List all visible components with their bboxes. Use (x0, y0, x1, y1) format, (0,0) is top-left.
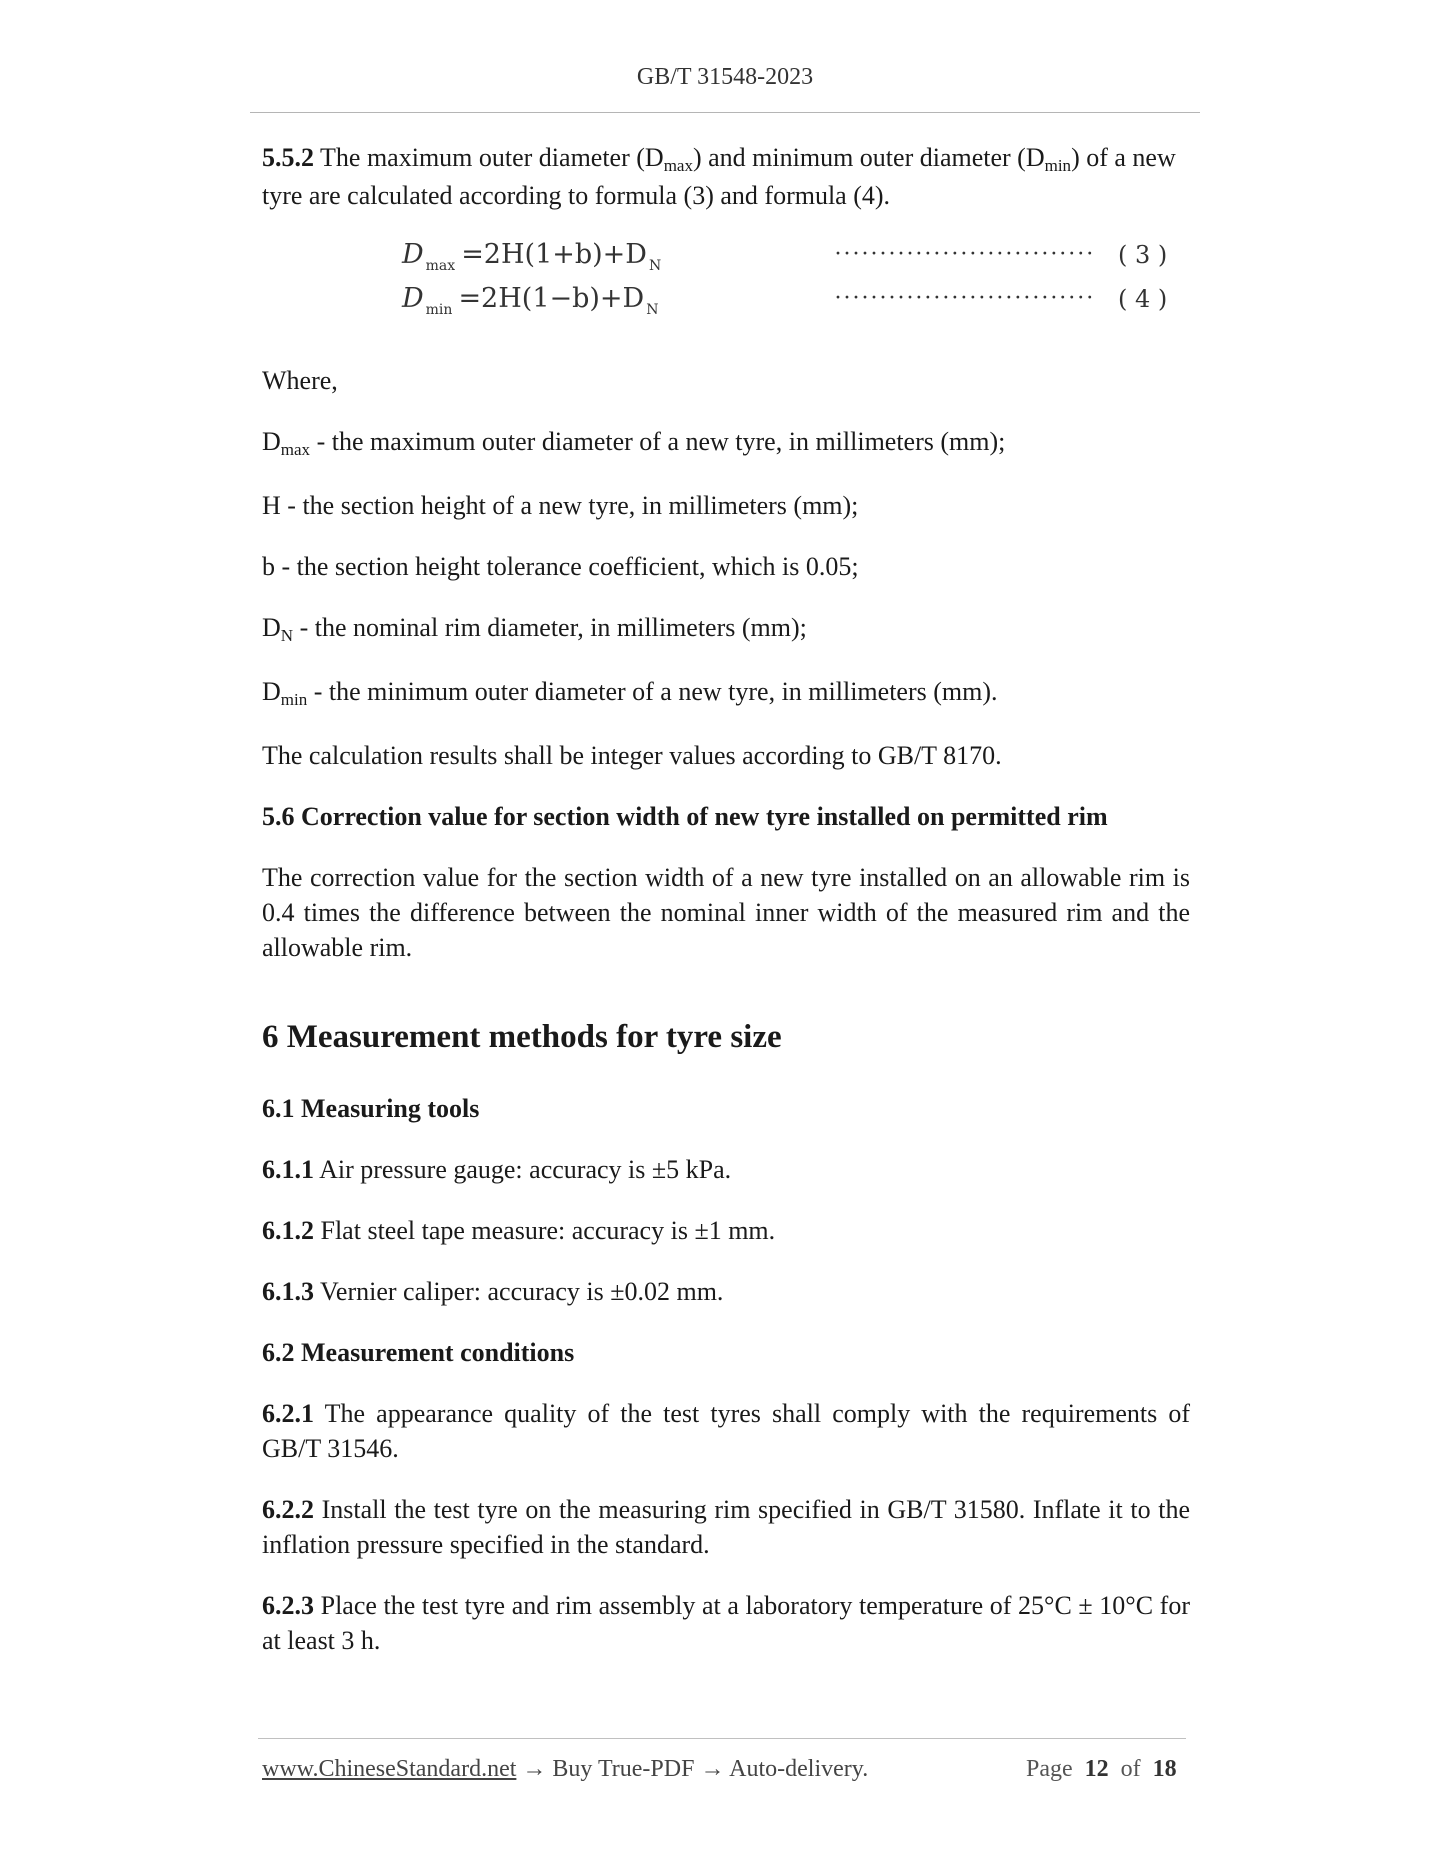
def-text: - the maximum outer diameter of a new tyre, in millimeters (mm); (310, 427, 1006, 456)
clause-text: Air pressure gauge: accuracy is ±5 kPa. (314, 1155, 732, 1184)
clause-6-2-3 (262, 1588, 1190, 1658)
formula-subscript: min (425, 302, 453, 318)
clause-6-1-1 (262, 1152, 1190, 1187)
clause-6-2-1 (262, 1396, 1190, 1466)
subscript: max (663, 156, 693, 175)
formula-block (262, 239, 1190, 335)
clause-6-1-2 (262, 1213, 1190, 1248)
clause-5-5-2 (262, 140, 1190, 213)
clause-6-2-2 (262, 1492, 1190, 1562)
clause-number: 6.2.3 (262, 1591, 314, 1620)
subscript: min (280, 690, 308, 709)
page-number (1026, 1756, 1177, 1783)
page-content (262, 140, 1190, 1658)
clause-text: The appearance quality of the test tyres shall comply with the requirements of GB/T 31546. (262, 1399, 1190, 1463)
section-6-2-heading: 6.2 Measurement conditions (262, 1338, 575, 1367)
buy-pdf-text: Buy True-PDF (552, 1756, 695, 1782)
formula-subscript: N (648, 258, 662, 274)
header-divider (250, 112, 1200, 113)
arrow-icon: → (694, 1756, 730, 1782)
clause-text: Flat steel tape measure: accuracy is ±1 mm. (314, 1216, 776, 1245)
footer-promo (262, 1756, 868, 1783)
formula-subscript: N (646, 302, 659, 318)
def-symbol: H (262, 491, 281, 520)
definition-b (262, 549, 1190, 584)
clause-number: 6.1.2 (262, 1216, 314, 1245)
clause-text: The maximum outer diameter (D (314, 143, 664, 172)
def-symbol: D (262, 677, 281, 706)
calculation-note: The calculation results shall be integer values according to GB/T 8170. (262, 741, 1002, 770)
def-text: - the section height tolerance coefficient, which is 0.05; (275, 552, 859, 581)
auto-delivery-text: Auto-delivery. (729, 1756, 869, 1782)
section-6-1-heading: 6.1 Measuring tools (262, 1094, 480, 1123)
formula-expression (402, 283, 664, 318)
formula-4 (262, 283, 1190, 323)
formula-subscript: max (425, 258, 456, 274)
formula-number: ( 4 ) (1118, 285, 1168, 313)
clause-text: ) and minimum outer diameter (D (692, 143, 1045, 172)
formula-rhs: =2H(1+b)+D (461, 239, 647, 270)
footer-divider (258, 1738, 1186, 1739)
of-label: of (1120, 1756, 1141, 1782)
def-symbol: b (262, 552, 275, 581)
def-text: - the minimum outer diameter of a new tyre, in millimeters (mm). (307, 677, 998, 706)
def-symbol: D (262, 613, 281, 642)
definition-dn (262, 610, 1190, 648)
section-6-heading: 6 Measurement methods for tyre size (262, 1019, 782, 1055)
formula-expression (402, 239, 667, 274)
clause-text: Install the test tyre on the measuring rim specified in GB/T 31580. Inflate it to the inflation pressure specified in the standard. (262, 1495, 1190, 1559)
clause-number: 6.2.1 (262, 1399, 314, 1428)
clause-number: 6.1.1 (262, 1155, 314, 1184)
formula-number: ( 3 ) (1118, 241, 1168, 269)
leader-dots: ····························· (834, 285, 1095, 311)
formula-symbol: D (402, 283, 424, 314)
subscript: min (1044, 156, 1072, 175)
clause-number: 6.2.2 (262, 1495, 314, 1524)
section-5-6-heading: 5.6 Correction value for section width of new tyre installed on permitted rim (262, 802, 1108, 831)
running-header: GB/T 31548-2023 (636, 64, 814, 90)
formula-rhs: =2H(1−b)+D (458, 283, 645, 314)
definition-dmax (262, 424, 1190, 462)
clause-text: ) of a new tyre are calculated according to formula (3) and formula (4). (262, 143, 1176, 210)
site-link[interactable]: www.ChineseStandard.net (262, 1756, 517, 1782)
clause-6-1-3 (262, 1274, 1190, 1309)
def-text: - the section height of a new tyre, in millimeters (mm); (280, 491, 859, 520)
definition-dmin (262, 674, 1190, 712)
arrow-icon: → (516, 1756, 553, 1782)
current-page: 12 (1084, 1756, 1109, 1782)
def-text: - the nominal rim diameter, in millimeters (mm); (293, 613, 807, 642)
def-symbol: D (262, 427, 281, 456)
section-5-6-body: The correction value for the section width of a new tyre installed on an allowable rim is 0.4 times the difference between the nominal inner width of the measured rim and the allowable rim. (262, 863, 1190, 962)
clause-number: 5.5.2 (262, 143, 314, 172)
clause-text: Vernier caliper: accuracy is ±0.02 mm. (314, 1277, 724, 1306)
subscript: max (280, 440, 311, 459)
clause-number: 6.1.3 (262, 1277, 314, 1306)
formula-symbol: D (402, 239, 424, 270)
total-pages: 18 (1152, 1756, 1177, 1782)
formula-3 (262, 239, 1190, 279)
subscript: N (280, 626, 294, 645)
clause-text: Place the test tyre and rim assembly at a laboratory temperature of 25°C ± 10°C for at least 3 h. (262, 1591, 1190, 1655)
definition-h (262, 488, 1190, 523)
page-label: Page (1026, 1756, 1073, 1782)
where-label: Where, (262, 366, 338, 395)
leader-dots: ····························· (834, 241, 1095, 267)
